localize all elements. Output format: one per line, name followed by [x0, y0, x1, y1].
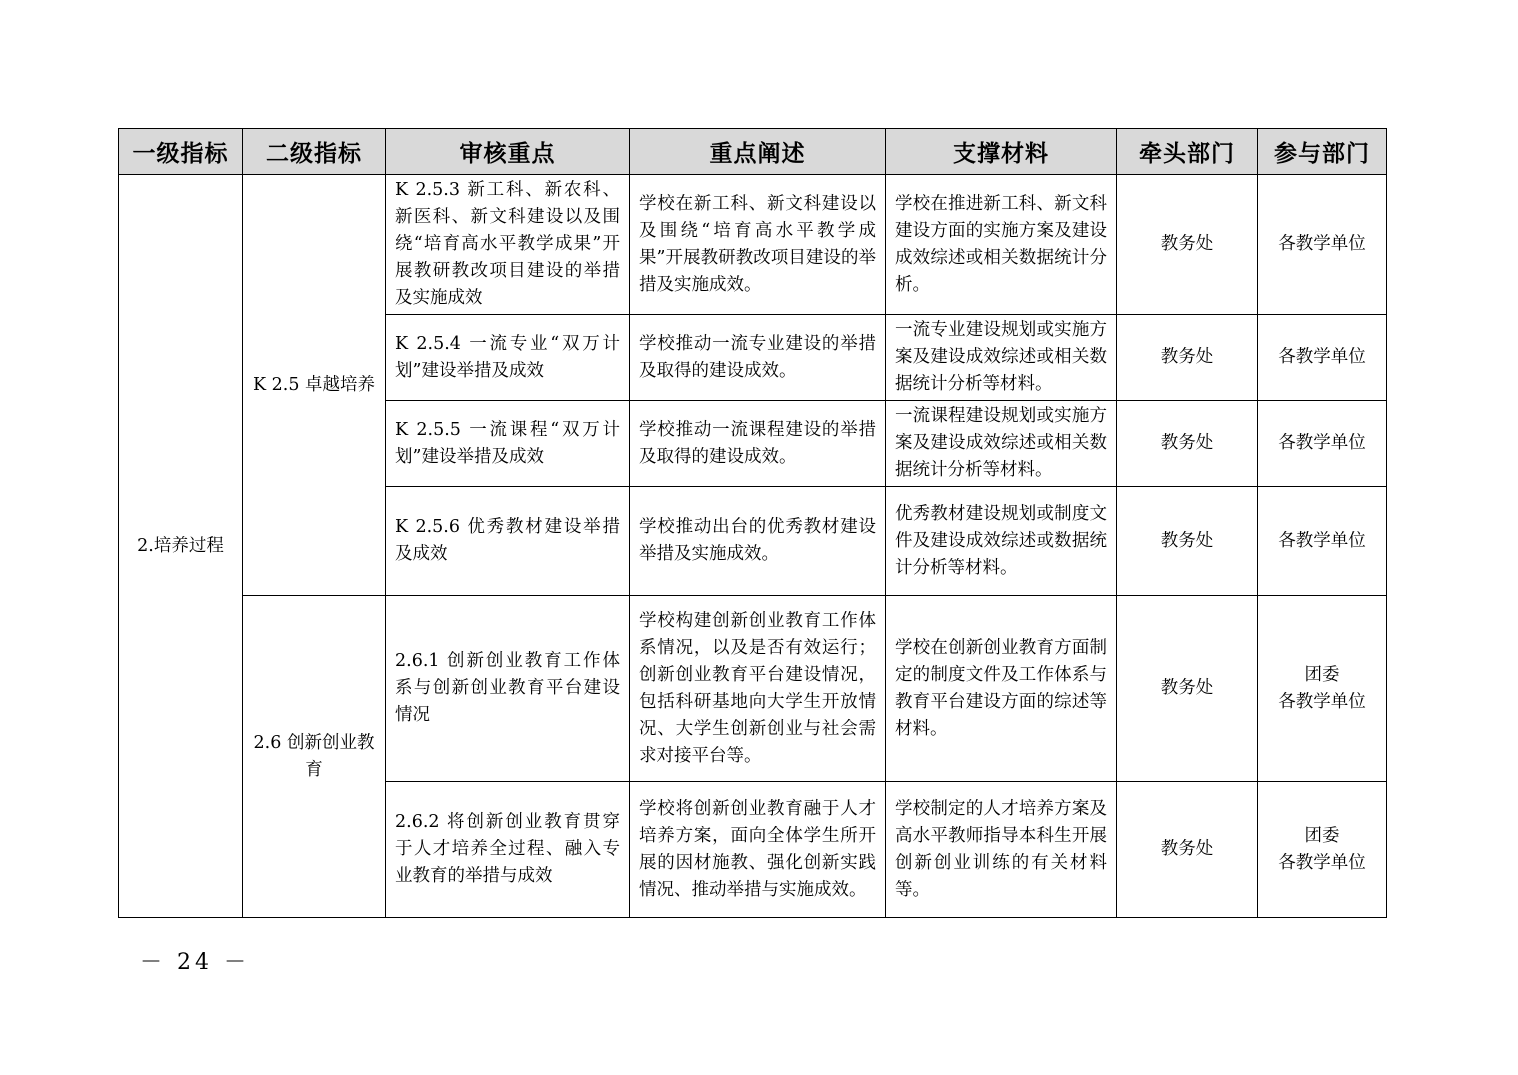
lead-cell: 教务处	[1117, 487, 1258, 596]
explain-cell: 学校推动一流专业建设的举措及取得的建设成效。	[630, 315, 886, 401]
lead-cell: 教务处	[1117, 782, 1258, 918]
header-participants: 参与部门	[1258, 129, 1387, 175]
explain-cell: 学校推动出台的优秀教材建设举措及实施成效。	[630, 487, 886, 596]
participant: 各教学单位	[1278, 347, 1366, 367]
level2-cell: K 2.5 卓越培养	[243, 175, 386, 596]
participant: 各教学单位	[1278, 691, 1366, 712]
participants-cell	[1258, 782, 1387, 918]
focus-cell: 2.6.1 创新创业教育工作体系与创新创业教育平台建设情况	[386, 596, 630, 782]
level2-cell: 2.6 创新创业教育	[243, 596, 386, 918]
explain-cell: 学校构建创新创业教育工作体系情况，以及是否有效运行；创新创业教育平台建设情况，包括科研基地向大学生开放情况、大学生创新创业与社会需求对接平台等。	[630, 596, 886, 782]
level1-cell: 2.培养过程	[119, 175, 243, 918]
participant: 团委	[1304, 825, 1340, 846]
header-focus: 审核重点	[386, 129, 630, 175]
header-materials: 支撑材料	[886, 129, 1117, 175]
explain-cell: 学校在新工科、新文科建设以及围绕“培育高水平教学成果”开展教研教改项目建设的举措及实施成效。	[630, 175, 886, 315]
lead-cell: 教务处	[1117, 315, 1258, 401]
focus-cell: K 2.5.3 新工科、新农科、新医科、新文科建设以及围绕“培育高水平教学成果”开展教研教改项目建设的举措及实施成效	[386, 175, 630, 315]
table-row	[119, 175, 1387, 315]
participant: 各教学单位	[1278, 852, 1366, 873]
focus-cell: K 2.5.6 优秀教材建设举措及成效	[386, 487, 630, 596]
participants-cell	[1258, 596, 1387, 782]
materials-cell: 一流专业建设规划或实施方案及建设成效综述或相关数据统计分析等材料。	[886, 315, 1117, 401]
participants-cell	[1258, 401, 1387, 487]
participant: 各教学单位	[1278, 530, 1366, 551]
focus-cell: K 2.5.4 一流专业“双万计划”建设举措及成效	[386, 315, 630, 401]
participants-cell	[1258, 315, 1387, 401]
explain-cell: 学校将创新创业教育融于人才培养方案，面向全体学生所开展的因材施教、强化创新实践情况、推动举措与实施成效。	[630, 782, 886, 918]
lead-cell: 教务处	[1117, 596, 1258, 782]
participant: 各教学单位	[1278, 433, 1366, 453]
participants-cell	[1258, 487, 1387, 596]
table-header-row	[119, 129, 1387, 175]
participant: 团委	[1304, 664, 1340, 685]
header-lead: 牵头部门	[1117, 129, 1258, 175]
focus-cell: 2.6.2 将创新创业教育贯穿于人才培养全过程、融入专业教育的举措与成效	[386, 782, 630, 918]
lead-cell: 教务处	[1117, 401, 1258, 487]
focus-cell: K 2.5.5 一流课程“双万计划”建设举措及成效	[386, 401, 630, 487]
page-number: － 24 －	[140, 950, 250, 975]
participants-cell	[1258, 175, 1387, 315]
table-row	[119, 596, 1387, 782]
participant: 各教学单位	[1278, 234, 1366, 254]
header-level1: 一级指标	[119, 129, 243, 175]
materials-cell: 学校在创新创业教育方面制定的制度文件及工作体系与教育平台建设方面的综述等材料。	[886, 596, 1117, 782]
header-level2: 二级指标	[243, 129, 386, 175]
materials-cell: 学校在推进新工科、新文科建设方面的实施方案及建设成效综述或相关数据统计分析。	[886, 175, 1117, 315]
lead-cell: 教务处	[1117, 175, 1258, 315]
explain-cell: 学校推动一流课程建设的举措及取得的建设成效。	[630, 401, 886, 487]
header-explain: 重点阐述	[630, 129, 886, 175]
materials-cell: 一流课程建设规划或实施方案及建设成效综述或相关数据统计分析等材料。	[886, 401, 1117, 487]
materials-cell: 学校制定的人才培养方案及高水平教师指导本科生开展创新创业训练的有关材料等。	[886, 782, 1117, 918]
materials-cell: 优秀教材建设规划或制度文件及建设成效综述或数据统计分析等材料。	[886, 487, 1117, 596]
indicator-table	[118, 128, 1387, 918]
